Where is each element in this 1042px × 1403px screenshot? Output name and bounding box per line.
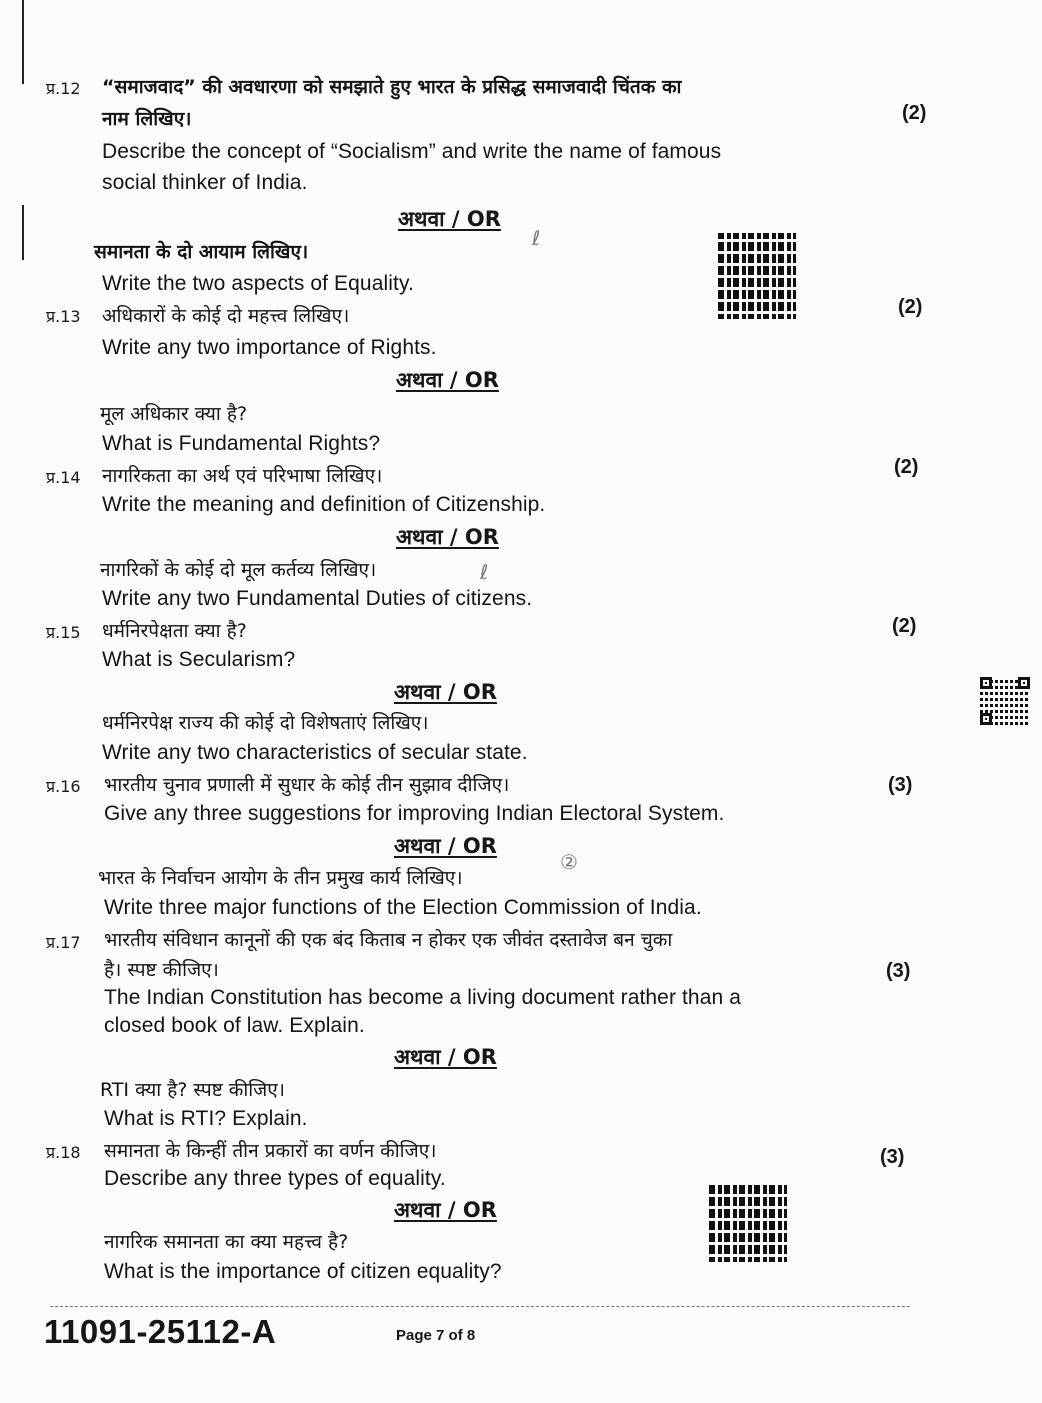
question-15-alt-hindi: धर्मनिरपेक्ष राज्य की कोई दो विशेषताएं लिखिए। (102, 712, 429, 734)
question-18-marks: (3) (880, 1146, 905, 1168)
question-16-alt-hindi: भारत के निर्वाचन आयोग के तीन प्रमुख कार्य लिखिए। (98, 867, 463, 889)
question-14-hindi: नागरिकता का अर्थ एवं परिभाषा लिखिए। (102, 465, 383, 487)
question-16-english: Give any three suggestions for improving Indian Electoral System. (104, 802, 725, 825)
question-15-english: What is Secularism? (102, 648, 296, 671)
question-number-16: प्र.16 (46, 777, 81, 796)
question-number-18: प्र.18 (46, 1143, 81, 1162)
question-13-marks: (2) (898, 296, 923, 318)
question-13-alt-english: What is Fundamental Rights? (102, 432, 381, 455)
qr-finder (1018, 677, 1030, 689)
question-16-marks: (3) (888, 774, 913, 796)
question-14-or-label: अथवा / OR (396, 525, 499, 549)
question-17-english-line-2: closed book of law. Explain. (104, 1014, 365, 1037)
question-17-hindi-line-2: है। स्पष्ट कीजिए। (104, 959, 219, 981)
question-14-marks: (2) (894, 456, 919, 478)
question-18-alt-english: What is the importance of citizen equality? (104, 1260, 502, 1283)
margin-line (22, 205, 24, 260)
margin-line (22, 0, 24, 84)
question-17-alt-hindi: RTI क्या है? स्पष्ट कीजिए। (100, 1079, 285, 1101)
question-number-14: प्र.14 (46, 468, 81, 487)
pencil-mark: ℓ (480, 560, 489, 584)
question-12-english-line-1: Describe the concept of “Socialism” and write the name of famous (102, 140, 722, 163)
question-17-english-line-1: The Indian Constitution has become a living document rather than a (104, 986, 741, 1009)
question-18-hindi: समानता के किन्हीं तीन प्रकारों का वर्णन कीजिए। (104, 1140, 437, 1162)
question-17-hindi-line-1: भारतीय संविधान कानूनों की एक बंद किताब न होकर एक जीवंत दस्तावेज बन चुका (104, 929, 673, 951)
question-12-or-label: अथवा / OR (398, 207, 501, 231)
question-18-alt-hindi: नागरिक समानता का क्या महत्त्व है? (104, 1231, 349, 1253)
question-14-alt-english: Write any two Fundamental Duties of citizens. (102, 587, 533, 610)
question-15-alt-english: Write any two characteristics of secular state. (102, 741, 528, 764)
question-16-or-label: अथवा / OR (394, 834, 497, 858)
question-12-hindi-line-1: “समाजवाद” की अवधारणा को समझाते हुए भारत के प्रसिद्ध समाजवादी चिंतक का (102, 76, 682, 98)
question-number-13: प्र.13 (46, 307, 81, 326)
question-17-marks: (3) (886, 960, 911, 982)
question-13-or-label: अथवा / OR (396, 368, 499, 392)
question-18-english: Describe any three types of equality. (104, 1167, 446, 1190)
question-14-english: Write the meaning and definition of Citizenship. (102, 493, 546, 516)
question-16-alt-english: Write three major functions of the Election Commission of India. (104, 896, 702, 919)
question-16-hindi: भारतीय चुनाव प्रणाली में सुधार के कोई तीन सुझाव दीजिए। (104, 774, 510, 796)
datamatrix-code (718, 233, 796, 319)
question-14-alt-hindi: नागरिकों के कोई दो मूल कर्तव्य लिखिए। (100, 559, 377, 581)
pencil-mark: ℓ (532, 226, 541, 250)
footer-divider (50, 1306, 910, 1307)
question-number-15: प्र.15 (46, 623, 81, 642)
question-number-12: प्र.12 (46, 79, 81, 98)
datamatrix-code (709, 1182, 787, 1262)
question-12-alt-hindi: समानता के दो आयाम लिखिए। (94, 241, 309, 263)
question-12-alt-english: Write the two aspects of Equality. (102, 272, 414, 295)
question-17-alt-english: What is RTI? Explain. (104, 1107, 308, 1130)
question-12-english-line-2: social thinker of India. (102, 171, 308, 194)
qr-finder (980, 677, 992, 689)
question-12-hindi-line-2: नाम लिखिए। (102, 108, 192, 130)
question-15-marks: (2) (892, 615, 917, 637)
paper-code: 11091-25112-A (44, 1313, 277, 1350)
question-15-hindi: धर्मनिरपेक्षता क्या है? (102, 620, 247, 642)
question-13-english: Write any two importance of Rights. (102, 336, 437, 359)
qr-finder (980, 713, 992, 725)
pencil-mark: ② (560, 850, 578, 874)
question-15-or-label: अथवा / OR (394, 680, 497, 704)
question-13-alt-hindi: मूल अधिकार क्या है? (100, 403, 248, 425)
question-13-hindi: अधिकारों के कोई दो महत्त्व लिखिए। (102, 305, 350, 327)
question-18-or-label: अथवा / OR (394, 1198, 497, 1222)
question-17-or-label: अथवा / OR (394, 1045, 497, 1069)
qr-code (980, 677, 1030, 725)
page-number: Page 7 of 8 (396, 1327, 476, 1344)
question-12-marks: (2) (902, 102, 927, 124)
question-number-17: प्र.17 (46, 933, 81, 952)
